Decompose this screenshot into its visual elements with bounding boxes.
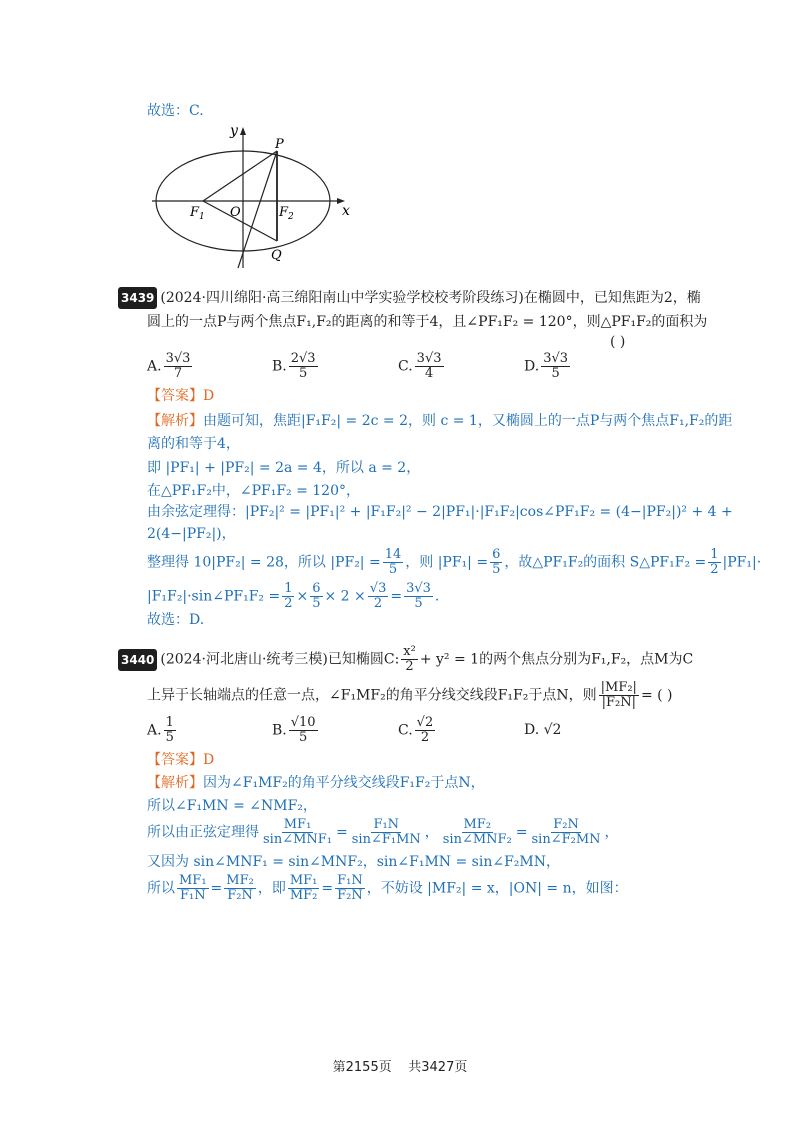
q3440-line2: 上异于长轴端点的任意一点，∠F₁MF₂的角平分线交线段F₁F₂于点N，则 $\frac{\text{|MF₂|}}{\text{|F₂N|}}$ = ( ) — [147, 680, 673, 710]
label-f2: $F_2$ — [279, 205, 294, 222]
q3440-option-d: D. √2 — [524, 722, 562, 738]
q3439-option-b: B. $\frac{2√3}{5}$ — [272, 351, 316, 381]
q3439-analysis-8: |F₁F₂|·sin∠PF₁F₂ = $\frac{1}{2}$ × $\frac{6}{5}$ × 2 × $\frac{√3}{2}$ = $\frac{3√3}{5}$ . — [147, 581, 440, 611]
q3439-answer: 【答案】D — [147, 388, 215, 404]
y-axis-arrow — [240, 127, 246, 135]
label-q: Q — [271, 248, 282, 263]
label-p: P — [275, 137, 284, 152]
label-f1: $F_1$ — [190, 205, 205, 222]
q3439-paren: ( ) — [610, 334, 626, 350]
q3440-line1: 3440 (2024·河北唐山·统考三模)已知椭圆C: $\frac{\text{x²}}{2}$ + y² = 1的两个焦点分别为F₁,F₂，点M为C — [118, 645, 693, 674]
q3440-answer: 【答案】D — [147, 752, 215, 768]
q3440-analysis-3: 所以由正弦定理得 $\frac{\text{MF₁}}{\text{sin∠MNF₁}}$ = $\frac{\text{F₁N}}{\text{sin∠F₁MN}}$ ， $\frac{\text{MF₂}}{\text{sin∠MNF₂}}$ = $\frac{\text{F₂N}}{\text{sin∠F₂MN}}$ ， — [147, 817, 619, 847]
segment-f1-p — [203, 151, 277, 201]
q3439-analysis-4: 在△PF₁F₂中，∠PF₁F₂ = 120°， — [147, 483, 360, 499]
q3439-analysis-1: 【解析】由题可知，焦距|F₁F₂| = 2c = 2，则 c = 1，又椭圆上的一点P与两个焦点F₁,F₂的距 — [147, 413, 733, 429]
q3439-option-a: A. $\frac{3√3}{7}$ — [147, 351, 191, 381]
page-number: 第2155页 — [332, 1060, 392, 1075]
q3439-line1: 3439 (2024·四川绵阳·高三绵阳南山中学实验学校校考阶段练习)在椭圆中，已知焦距为2，椭 — [118, 287, 701, 309]
q3440-analysis-1: 【解析】因为∠F₁MF₂的角平分线交线段F₁F₂于点N， — [147, 775, 485, 791]
q3440-number: 3440 — [118, 649, 157, 671]
q3440-analysis-2: 所以∠F₁MN = ∠NMF₂， — [147, 798, 317, 814]
label-y: y — [230, 123, 238, 139]
q3440-analysis-5: 所以 $\frac{\text{MF₁}}{\text{F₁N}}$ = $\frac{\text{MF₂}}{\text{F₂N}}$ ，即 $\frac{\text{MF₁}}{\text{MF₂}}$ = $\frac{\text{F₁N}}{\text{F₂N}}$ ，不妨设 |MF₂| = x，|ON| = n，如图： — [147, 873, 628, 903]
q3440-option-a: A. $\frac{1}{5}$ — [147, 715, 174, 745]
label-origin: O — [230, 205, 241, 220]
ellipse-figure — [140, 118, 370, 278]
q3439-option-c: C. $\frac{3√3}{4}$ — [398, 351, 442, 381]
q3440-option-b: B. $\frac{√10}{5}$ — [272, 715, 316, 745]
q3440-analysis-4: 又因为 sin∠MNF₁ = sin∠MNF₂，sin∠F₁MN = sin∠F₂MN， — [147, 854, 560, 870]
q3439-number: 3439 — [118, 287, 157, 309]
q3439-analysis-3: 即 |PF₁| + |PF₂| = 2a = 4，所以 a = 2， — [147, 460, 421, 476]
q3439-analysis-2: 离的和等于4， — [147, 436, 240, 452]
label-x: x — [342, 203, 350, 219]
q3439-line2: 圆上的一点P与两个焦点F₁,F₂的距离的和等于4，且∠PF₁F₂ = 120°，则△PF₁F₂的面积为 — [147, 314, 708, 330]
q3439-analysis-6: 2(4−|PF₂|)， — [147, 526, 236, 542]
q3439-analysis-7: 整理得 10|PF₂| = 28，所以 |PF₂| = $\frac{14}{5}$ ，则 |PF₁| = $\frac{6}{5}$ ，故△PF₁F₂的面积 S△PF₁F₂ = $\frac{1}{2}$ |PF₁|· — [147, 547, 762, 577]
q3439-option-d: D. $\frac{3√3}{5}$ — [524, 351, 569, 381]
page-footer — [0, 1056, 800, 1075]
prev-conclusion: 故选：C. — [147, 103, 204, 119]
page-total: 共3427页 — [408, 1060, 468, 1075]
q3439-conclusion: 故选：D. — [147, 612, 205, 628]
q3439-analysis-5: 由余弦定理得：|PF₂|² = |PF₁|² + |F₁F₂|² − 2|PF₁|·|F₁F₂|cos∠PF₁F₂ = (4−|PF₂|)² + 4 + — [147, 504, 733, 520]
q3440-option-c: C. $\frac{√2}{2}$ — [398, 715, 434, 745]
